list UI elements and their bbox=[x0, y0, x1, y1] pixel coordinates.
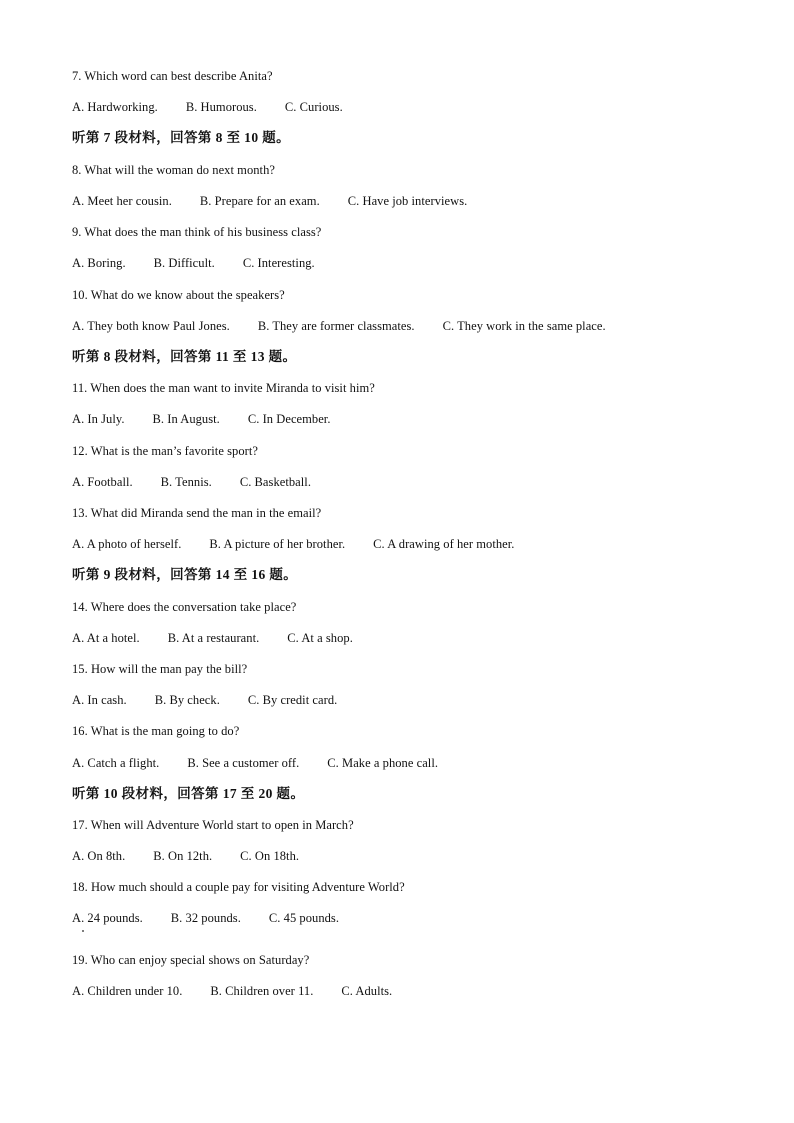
option-a: A. Hardworking. bbox=[72, 100, 158, 114]
option-c: C. Make a phone call. bbox=[327, 756, 439, 770]
option-c: C. By credit card. bbox=[247, 693, 338, 707]
question-stem: 11. When does the man want to invite Miranda to visit him? bbox=[72, 381, 375, 395]
section-heading: 听第 9 段材料，回答第 14 至 16 题。 bbox=[72, 567, 298, 582]
question-stem: 16. What is the man going to do? bbox=[72, 724, 240, 738]
option-c: C. Have job interviews. bbox=[347, 194, 468, 208]
section-heading: 听第 10 段材料，回答第 17 至 20 题。 bbox=[72, 786, 305, 801]
option-a: A. A photo of herself. bbox=[72, 537, 182, 551]
option-c: C. A drawing of her mother. bbox=[373, 537, 515, 551]
option-c: C. 45 pounds. bbox=[268, 911, 340, 925]
question-options bbox=[72, 755, 438, 771]
question-options bbox=[72, 411, 331, 427]
option-b: B. A picture of her brother. bbox=[209, 537, 346, 551]
option-b: B. Difficult. bbox=[153, 256, 215, 270]
option-b: B. They are former classmates. bbox=[257, 319, 415, 333]
question-options bbox=[72, 255, 315, 271]
option-a: A. In July. bbox=[72, 412, 125, 426]
option-b: B. On 12th. bbox=[153, 849, 213, 863]
option-a: A. On 8th. bbox=[72, 849, 126, 863]
question-stem: 9. What does the man think of his business class? bbox=[72, 225, 322, 239]
question-options bbox=[72, 692, 337, 708]
option-b: B. See a customer off. bbox=[187, 756, 300, 770]
option-c: C. Basketball. bbox=[239, 475, 311, 489]
stray-ink-dot bbox=[82, 930, 84, 932]
question-options bbox=[72, 848, 299, 864]
question-stem: 13. What did Miranda send the man in the email? bbox=[72, 506, 322, 520]
option-b: B. Humorous. bbox=[185, 100, 257, 114]
question-options bbox=[72, 474, 311, 490]
option-a: A. In cash. bbox=[72, 693, 127, 707]
option-a: A. Football. bbox=[72, 475, 133, 489]
question-stem: 7. Which word can best describe Anita? bbox=[72, 69, 273, 83]
option-c: C. They work in the same place. bbox=[442, 319, 606, 333]
option-c: C. In December. bbox=[247, 412, 331, 426]
option-a: A. Boring. bbox=[72, 256, 126, 270]
section-heading: 听第 7 段材料，回答第 8 至 10 题。 bbox=[72, 130, 291, 145]
option-c: C. Adults. bbox=[341, 984, 393, 998]
question-stem: 18. How much should a couple pay for visiting Adventure World? bbox=[72, 880, 405, 894]
question-stem: 12. What is the man’s favorite sport? bbox=[72, 444, 258, 458]
option-c: C. On 18th. bbox=[240, 849, 300, 863]
option-a: A. Catch a flight. bbox=[72, 756, 160, 770]
option-b: B. At a restaurant. bbox=[167, 631, 260, 645]
option-b: B. Children over 11. bbox=[210, 984, 314, 998]
option-b: B. 32 pounds. bbox=[170, 911, 241, 925]
question-options bbox=[72, 910, 339, 926]
option-a: A. Children under 10. bbox=[72, 984, 183, 998]
question-stem: 19. Who can enjoy special shows on Saturday? bbox=[72, 953, 310, 967]
option-a: A. 24 pounds. bbox=[72, 911, 143, 925]
option-c: C. Interesting. bbox=[242, 256, 315, 270]
option-b: B. By check. bbox=[154, 693, 220, 707]
section-heading: 听第 8 段材料，回答第 11 至 13 题。 bbox=[72, 349, 297, 364]
option-a: A. At a hotel. bbox=[72, 631, 140, 645]
option-b: B. In August. bbox=[152, 412, 220, 426]
option-c: C. At a shop. bbox=[287, 631, 353, 645]
question-options bbox=[72, 193, 467, 209]
question-stem: 10. What do we know about the speakers? bbox=[72, 288, 285, 302]
question-stem: 17. When will Adventure World start to open in March? bbox=[72, 818, 354, 832]
option-c: C. Curious. bbox=[284, 100, 343, 114]
question-options bbox=[72, 536, 514, 552]
option-a: A. Meet her cousin. bbox=[72, 194, 172, 208]
option-a: A. They both know Paul Jones. bbox=[72, 319, 230, 333]
option-b: B. Prepare for an exam. bbox=[199, 194, 320, 208]
question-options bbox=[72, 318, 606, 334]
question-stem: 14. Where does the conversation take place? bbox=[72, 600, 297, 614]
question-options bbox=[72, 99, 343, 115]
question-options bbox=[72, 983, 392, 999]
question-options bbox=[72, 630, 353, 646]
option-b: B. Tennis. bbox=[160, 475, 212, 489]
question-stem: 15. How will the man pay the bill? bbox=[72, 662, 248, 676]
question-stem: 8. What will the woman do next month? bbox=[72, 163, 275, 177]
